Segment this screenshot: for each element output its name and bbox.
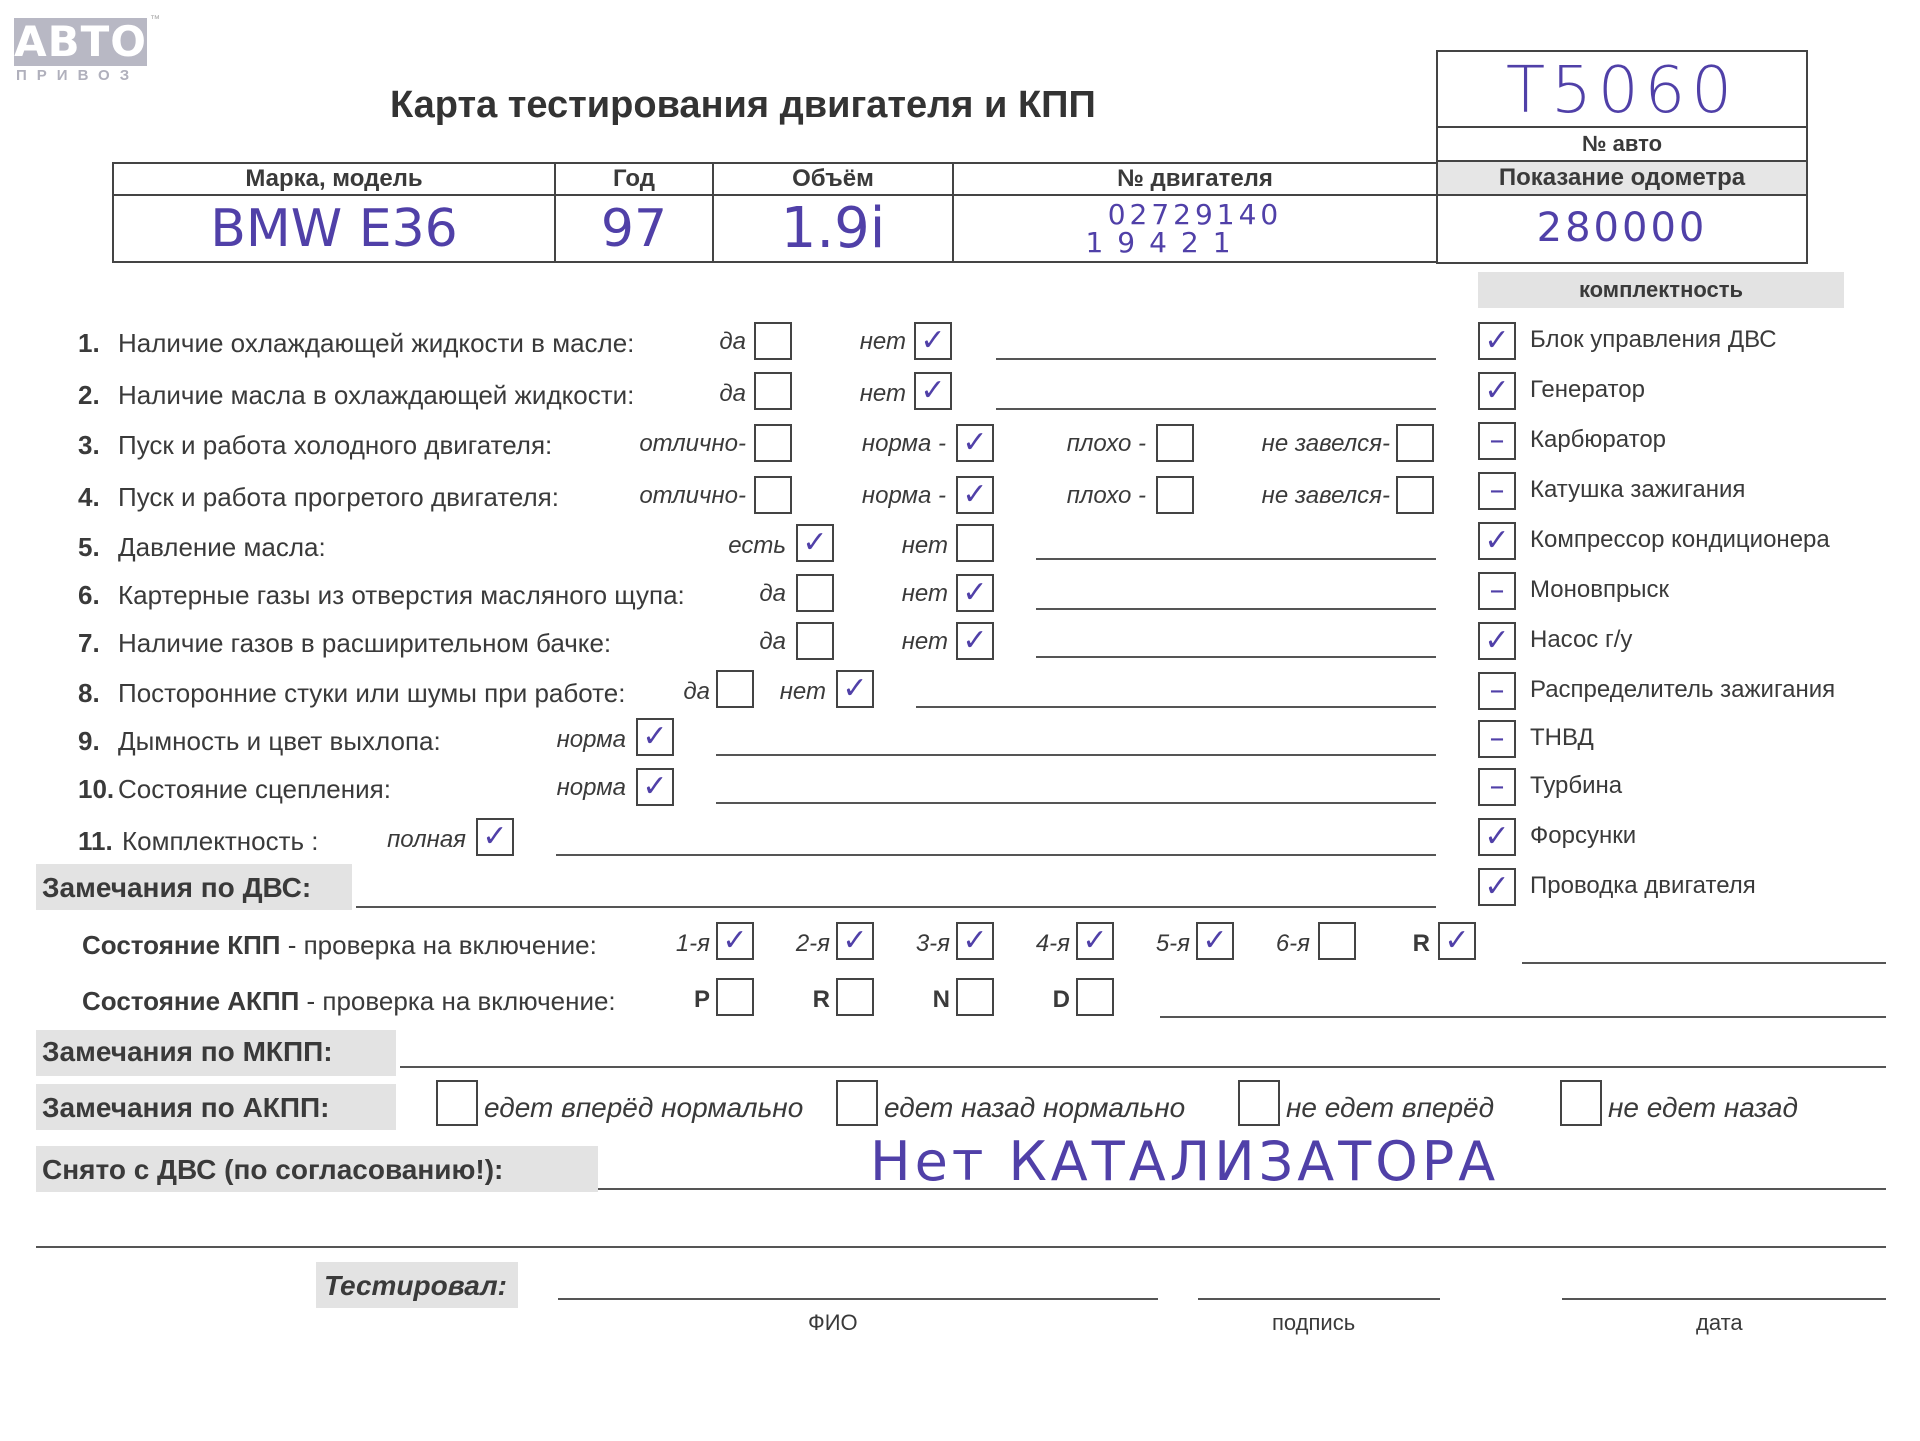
option-checkbox[interactable] (754, 322, 792, 360)
gear-label: 4-я (1035, 930, 1070, 957)
komplektnost-checkbox[interactable]: – (1478, 472, 1516, 510)
option-label: да (719, 380, 746, 407)
option-label: отлично- (639, 430, 746, 457)
question-text: Наличие газов в расширительном бачке: (118, 628, 612, 658)
comment-line[interactable] (996, 408, 1436, 410)
option-checkbox[interactable]: ✓ (476, 818, 514, 856)
option-label: норма - (861, 482, 946, 509)
komplektnost-item-label: Турбина (1530, 772, 1623, 799)
question-text: Наличие охлаждающей жидкости в масле: (118, 328, 635, 358)
question-number: 3. (78, 430, 100, 460)
option-label: плохо - (1066, 482, 1146, 509)
akpp-remark-label: не едет вперёд (1286, 1092, 1495, 1123)
comment-line[interactable] (716, 802, 1436, 804)
akpp-mode-label: D (1052, 986, 1070, 1013)
komplektnost-checkbox[interactable]: – (1478, 720, 1516, 758)
signature-caption: подпись (1272, 1310, 1356, 1335)
option-checkbox[interactable] (1156, 424, 1194, 462)
akpp-remark-label: едет назад нормально (884, 1092, 1186, 1123)
akpp-mode-label: P (693, 986, 710, 1013)
option-label: не завелся- (1261, 482, 1390, 509)
option-label: нет (901, 628, 948, 655)
logo-trademark: ™ (150, 14, 160, 25)
question-number: 5. (78, 532, 100, 562)
option-checkbox[interactable]: ✓ (836, 670, 874, 708)
option-checkbox[interactable] (754, 424, 792, 462)
komplektnost-item-label: Проводка двигателя (1530, 872, 1756, 899)
option-label: да (719, 328, 746, 355)
option-label: да (759, 628, 786, 655)
option-checkbox[interactable] (754, 372, 792, 410)
komplektnost-checkbox[interactable]: – (1478, 672, 1516, 710)
year-value[interactable]: 97 (555, 195, 713, 262)
option-label: да (759, 580, 786, 607)
date-caption: дата (1696, 1310, 1743, 1335)
gear-checkbox[interactable]: ✓ (1076, 922, 1114, 960)
option-checkbox[interactable] (754, 476, 792, 514)
komplektnost-item-label: Карбюратор (1530, 426, 1667, 453)
question-text: Комплектность : (122, 826, 319, 856)
gear-label: 5-я (1155, 930, 1190, 957)
option-checkbox[interactable] (796, 574, 834, 612)
option-label: да (683, 678, 710, 705)
option-label: норма (556, 726, 626, 753)
question-text: Посторонние стуки или шумы при работе: (118, 678, 626, 708)
gear-checkbox[interactable]: ✓ (956, 922, 994, 960)
removed-value[interactable]: Нет КАТАЛИЗАТОРА (870, 1130, 1500, 1193)
engine-number-header: № двигателя (953, 163, 1437, 195)
question-number: 11. (78, 826, 113, 856)
removed-line[interactable] (598, 1188, 1886, 1190)
option-checkbox[interactable]: ✓ (636, 768, 674, 806)
komplektnost-item-label: Генератор (1530, 376, 1645, 403)
kpp-comment-line[interactable] (1522, 962, 1886, 964)
akpp-remark-label: не едет назад (1608, 1092, 1798, 1123)
komplektnost-item-label: Катушка зажигания (1530, 476, 1746, 503)
option-label: нет (901, 580, 948, 607)
fio-line[interactable] (558, 1298, 1158, 1300)
question-number: 6. (78, 580, 100, 610)
kpp-label (82, 930, 597, 961)
kpp-label-rest: - проверка на включение: (280, 930, 597, 960)
option-checkbox[interactable]: ✓ (956, 424, 994, 462)
akpp-remark-label: едет вперёд нормально (484, 1092, 804, 1123)
option-checkbox[interactable]: ✓ (914, 322, 952, 360)
option-label: есть (728, 532, 786, 559)
comment-line[interactable] (1036, 558, 1436, 560)
question-text: Пуск и работа холодного двигателя: (118, 430, 553, 460)
comment-line[interactable] (716, 754, 1436, 756)
question-number: 10. (78, 774, 115, 804)
komplektnost-item-label: Распределитель зажигания (1530, 676, 1836, 703)
akpp-mode-checkbox[interactable] (956, 978, 994, 1016)
komplektnost-checkbox[interactable]: – (1478, 768, 1516, 806)
remarks-dvs-line[interactable] (356, 906, 1436, 908)
option-label: отлично- (639, 482, 746, 509)
gear-label: 1-я (675, 930, 710, 957)
komplektnost-item-label: Моновпрыск (1530, 576, 1670, 603)
gear-checkbox[interactable]: ✓ (1196, 922, 1234, 960)
comment-line[interactable] (996, 358, 1436, 360)
option-label: норма - (861, 430, 946, 457)
akpp-mode-checkbox[interactable] (836, 978, 874, 1016)
gear-label: 6-я (1275, 930, 1310, 957)
removed-label: Снято с ДВС (по согласованию!): (42, 1154, 504, 1185)
akpp-remark-checkbox[interactable] (436, 1080, 478, 1126)
engine-number-value[interactable] (953, 195, 1437, 262)
option-checkbox[interactable] (1396, 476, 1434, 514)
question-number: 9. (78, 726, 100, 756)
komplektnost-item-label: Насос г/у (1530, 626, 1633, 653)
komplektnost-checkbox[interactable]: ✓ (1478, 622, 1516, 660)
signature-line[interactable] (1198, 1298, 1440, 1300)
option-checkbox[interactable]: ✓ (956, 574, 994, 612)
car-number-block (1436, 50, 1808, 264)
akpp-label-rest: - проверка на включение: (299, 986, 616, 1016)
akpp-mode-checkbox[interactable] (1076, 978, 1114, 1016)
kpp-label-bold: Состояние КПП (82, 930, 281, 960)
akpp-remark-checkbox[interactable] (836, 1080, 878, 1126)
komplektnost-checkbox[interactable]: ✓ (1478, 522, 1516, 560)
option-checkbox[interactable]: ✓ (956, 622, 994, 660)
akpp-label-bold: Состояние АКПП (82, 986, 300, 1016)
comment-line[interactable] (1036, 608, 1436, 610)
option-label: нет (779, 678, 826, 705)
logo: АВТО (14, 17, 147, 66)
option-label: нет (859, 380, 906, 407)
question-text: Давление масла: (118, 532, 326, 562)
komplektnost-checkbox[interactable]: ✓ (1478, 372, 1516, 410)
gear-label: 2-я (795, 930, 830, 957)
komplektnost-item-label: Форсунки (1530, 822, 1637, 849)
option-checkbox[interactable]: ✓ (636, 718, 674, 756)
date-line[interactable] (1562, 1298, 1886, 1300)
komplektnost-header: комплектность (1478, 272, 1844, 308)
question-number: 4. (78, 482, 100, 512)
remarks-dvs-label: Замечания по ДВС: (42, 872, 312, 903)
komplektnost-item-label: Компрессор кондиционера (1530, 526, 1830, 553)
gear-checkbox[interactable]: ✓ (836, 922, 874, 960)
removed-line-2[interactable] (36, 1246, 1886, 1248)
logo-subtitle: ПРИВОЗ (16, 67, 140, 84)
komplektnost-item-label: Блок управления ДВС (1530, 326, 1777, 353)
komplektnost-checkbox[interactable]: – (1478, 422, 1516, 460)
question-text: Дымность и цвет выхлопа: (118, 726, 441, 756)
akpp-mode-checkbox[interactable] (716, 978, 754, 1016)
akpp-label (82, 986, 616, 1017)
car-number-label: № авто (1438, 128, 1806, 162)
vehicle-info-table (112, 162, 1438, 263)
gear-checkbox[interactable]: ✓ (716, 922, 754, 960)
engine-number-line2: 19421 (1085, 225, 1245, 259)
akpp-remark-checkbox[interactable] (1560, 1080, 1602, 1126)
fio-caption: ФИО (808, 1310, 858, 1335)
engine-number-line1: 02729140 (1107, 197, 1283, 231)
model-header: Марка, модель (113, 163, 555, 195)
komplektnost-checkbox[interactable]: ✓ (1478, 868, 1516, 906)
remarks-mkpp-line[interactable] (400, 1066, 1886, 1068)
gear-checkbox[interactable] (1318, 922, 1356, 960)
option-label: не завелся- (1261, 430, 1390, 457)
remarks-akpp-label: Замечания по АКПП: (42, 1092, 330, 1123)
volume-header: Объём (713, 163, 953, 195)
akpp-mode-label: R (812, 986, 830, 1013)
akpp-remark-checkbox[interactable] (1238, 1080, 1280, 1126)
question-number: 8. (78, 678, 100, 708)
comment-line[interactable] (916, 706, 1436, 708)
komplektnost-item-label: ТНВД (1530, 724, 1594, 751)
akpp-mode-label: N (932, 986, 950, 1013)
akpp-comment-line[interactable] (1160, 1016, 1886, 1018)
page-title: Карта тестирования двигателя и КПП (390, 84, 1096, 126)
question-text: Картерные газы из отверстия масляного щупа: (118, 580, 685, 610)
question-number: 1. (78, 328, 100, 358)
question-text: Наличие масла в охлаждающей жидкости: (118, 380, 635, 410)
komplektnost-checkbox[interactable]: ✓ (1478, 322, 1516, 360)
komplektnost-checkbox[interactable]: ✓ (1478, 818, 1516, 856)
odometer-header: Показание одометра (1438, 162, 1806, 196)
option-checkbox[interactable] (1396, 424, 1434, 462)
option-checkbox[interactable] (716, 670, 754, 708)
remarks-mkpp-label: Замечания по МКПП: (42, 1036, 333, 1067)
option-label: нет (859, 328, 906, 355)
option-checkbox[interactable]: ✓ (956, 476, 994, 514)
question-number: 7. (78, 628, 100, 658)
comment-line[interactable] (1036, 656, 1436, 658)
volume-value[interactable]: 1.9i (713, 195, 953, 262)
tested-label: Тестировал: (324, 1270, 507, 1301)
option-label: нет (901, 532, 948, 559)
option-checkbox[interactable] (796, 622, 834, 660)
gear-label: 3-я (915, 930, 950, 957)
option-label: полная (387, 826, 466, 853)
option-label: плохо - (1066, 430, 1146, 457)
odometer-value[interactable]: 280000 (1536, 205, 1708, 251)
komplektnost-checkbox[interactable]: – (1478, 572, 1516, 610)
car-number-value: T5060 (1438, 52, 1806, 128)
year-header: Год (555, 163, 713, 195)
option-checkbox[interactable]: ✓ (914, 372, 952, 410)
question-number: 2. (78, 380, 100, 410)
option-checkbox[interactable] (1156, 476, 1194, 514)
option-checkbox[interactable]: ✓ (796, 524, 834, 562)
option-label: норма (556, 774, 626, 801)
question-text: Состояние сцепления: (118, 774, 391, 804)
model-value[interactable]: BMW E36 (113, 195, 555, 262)
gear-label: R (1412, 930, 1430, 957)
question-text: Пуск и работа прогретого двигателя: (118, 482, 559, 512)
comment-line[interactable] (556, 854, 1436, 856)
gear-checkbox[interactable]: ✓ (1438, 922, 1476, 960)
option-checkbox[interactable] (956, 524, 994, 562)
